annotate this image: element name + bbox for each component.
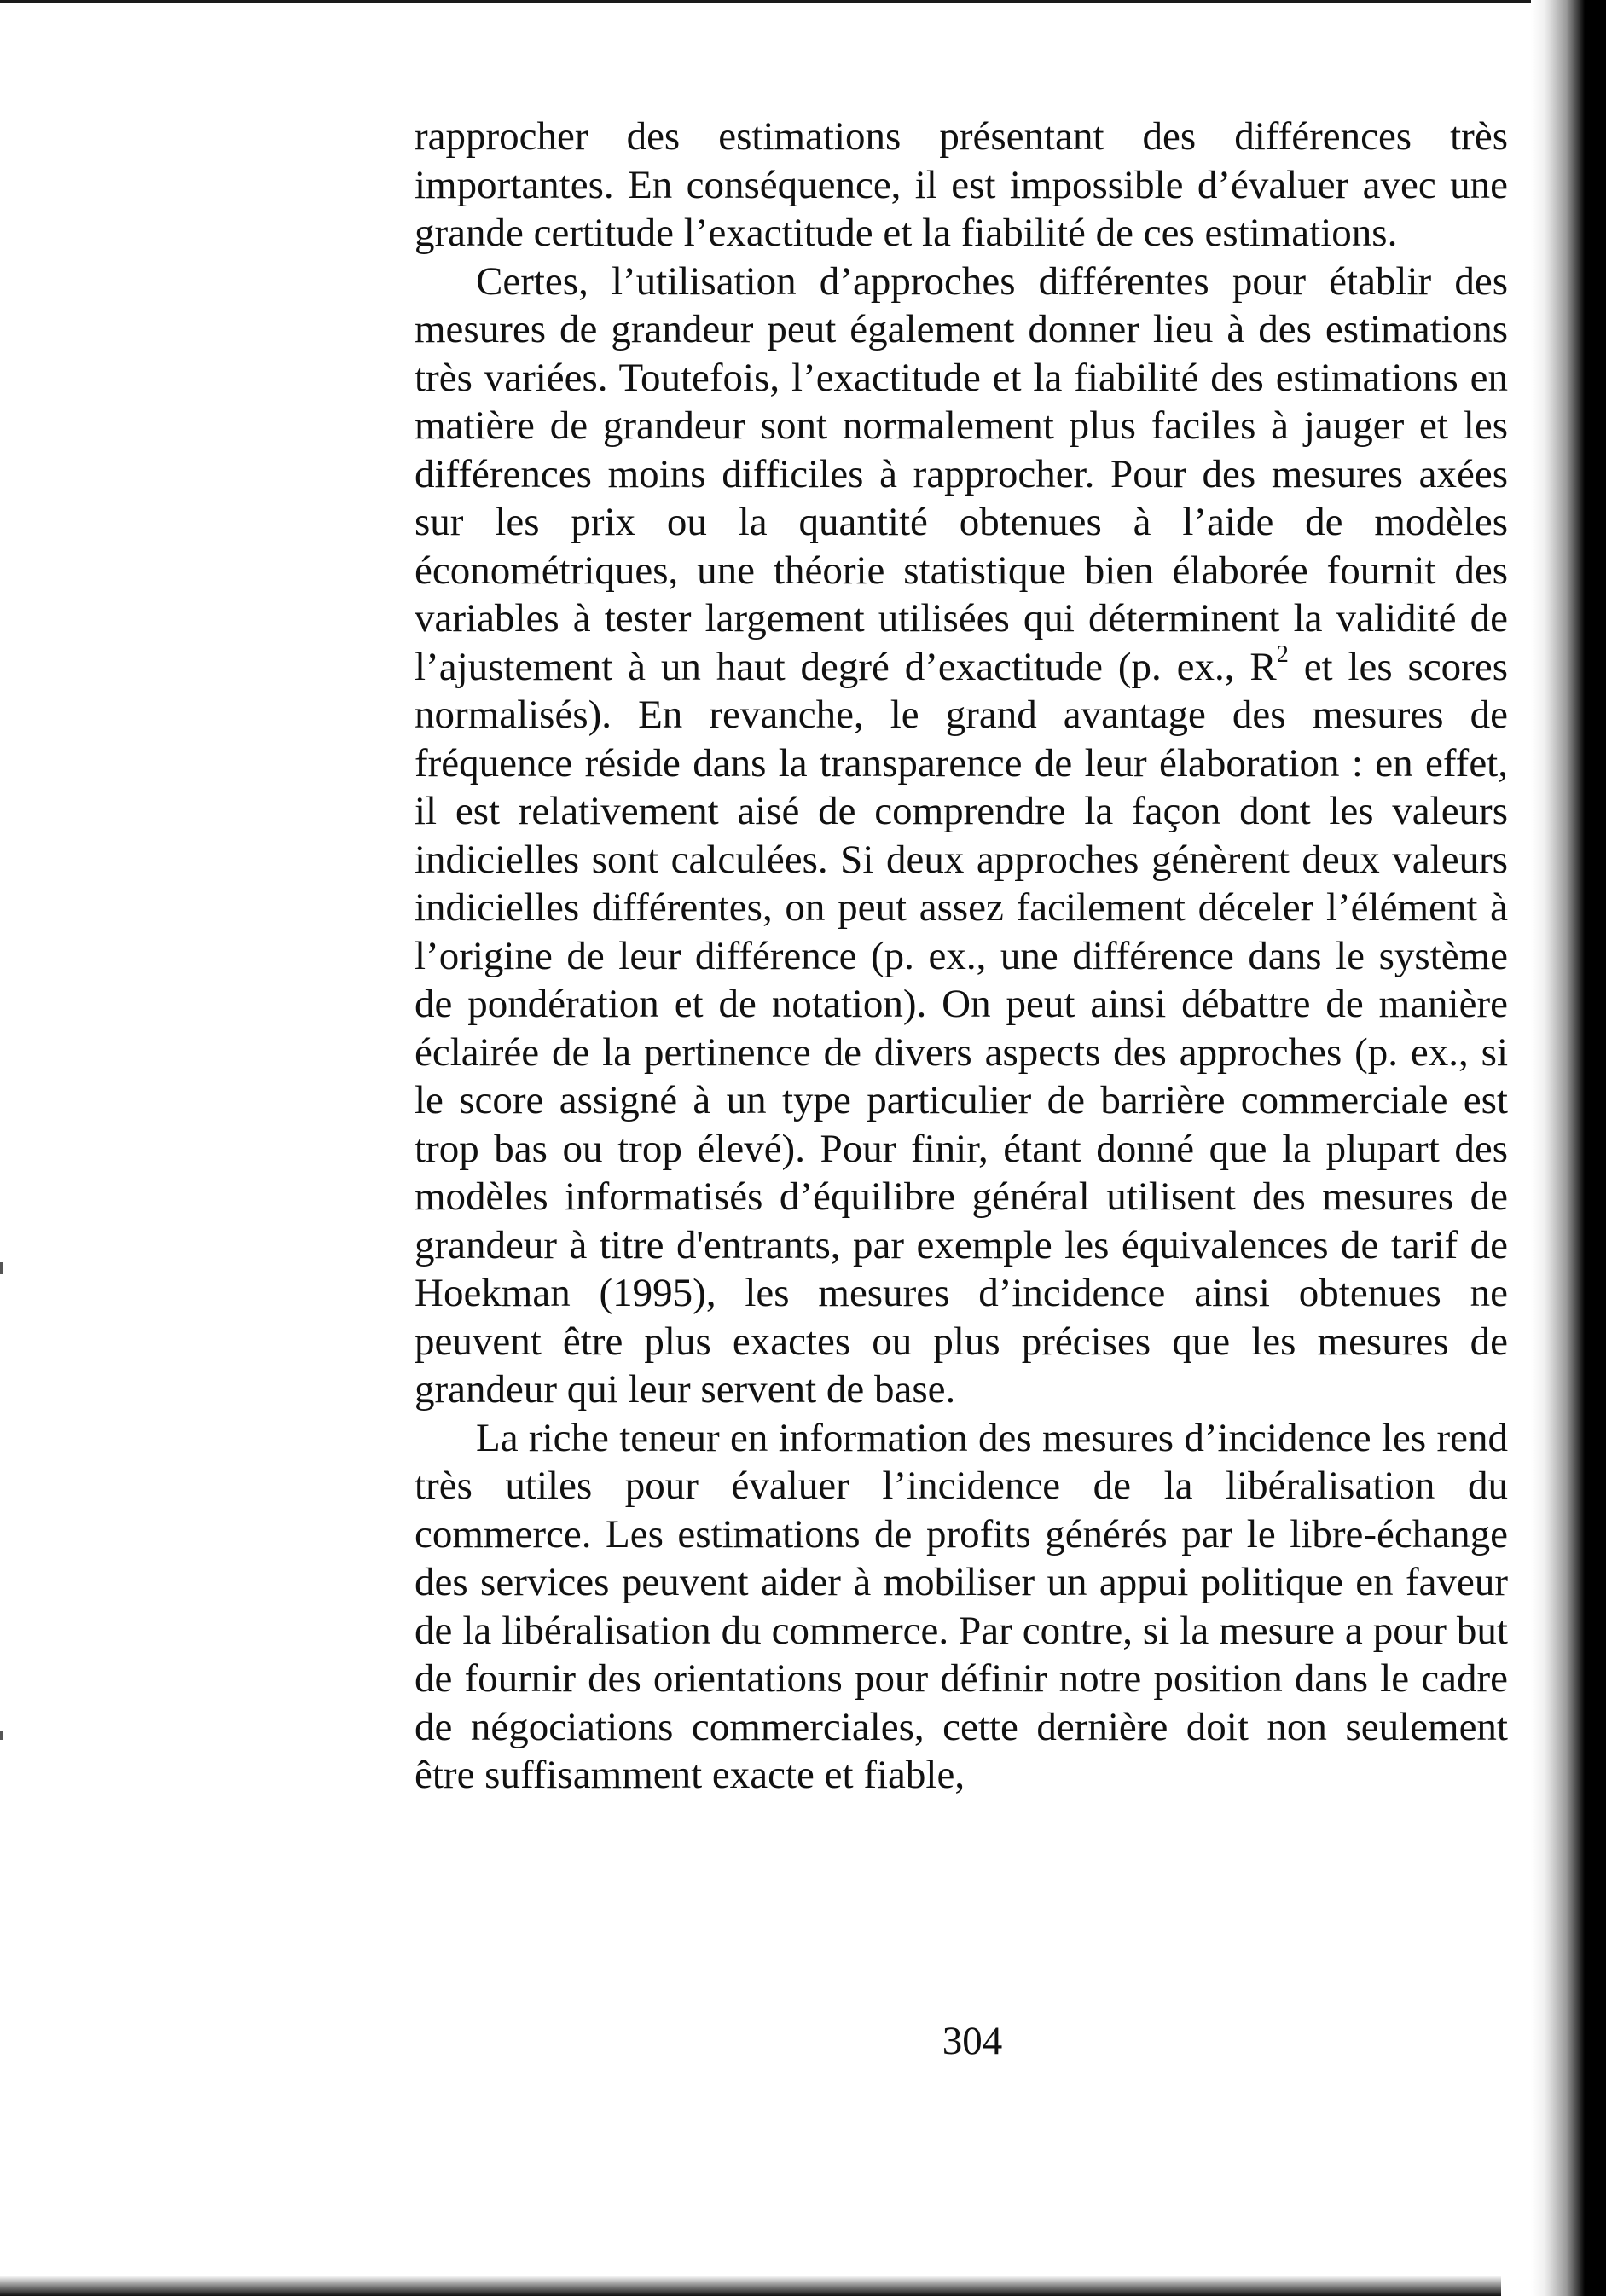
paragraph-text-continued: et les scores normalisés). En revanche, le grand avantage des mesures de fréquence réside dans la transparence de leur élaboration : en effet, il est relativement aisé de comprendre la façon dont les valeurs indicielles sont calculées. Si deux approches génèrent deux valeurs indicielles différentes, on peut assez facilement déceler l’élément à l’origine de leur différence (p. ex., une différence dans le système de pondération et de notation). On peut ainsi débattre de manière éclairée de la pertinence de divers aspects des approches (p. ex., si le score assigné à un type particulier de barrière commerciale est trop bas ou trop élevé). Pour finir, étant donné que la plupart des modèles informatisés d’équilibre général utilisent des mesures de grandeur à titre d'entrants, par exemple les équivalences de tarif de Hoekman (1995), les mesures d’incidence ainsi obtenues ne peuvent être plus exactes ou plus précises que les mesures de grandeur qui leur servent de base. <box>415 644 1508 1412</box>
paragraph-2 <box>415 258 1508 1414</box>
superscript: 2 <box>1276 641 1289 668</box>
page-number: 304 <box>942 2019 1003 2063</box>
paragraph-text: rapprocher des estimations présentant des différences très importantes. En conséquence, il est impossible d’évaluer avec une grande certitude l’exactitude et la fiabilité de ces estimations. <box>415 114 1508 255</box>
scan-bottom-shadow <box>0 2262 1501 2296</box>
page-binding-highlight <box>1531 0 1553 2296</box>
page-binding-edge <box>1553 0 1606 2296</box>
scan-margin-mark <box>0 1731 3 1740</box>
paragraph-1 <box>415 113 1508 258</box>
scan-margin-mark <box>0 1262 3 1274</box>
paragraph-text: Certes, l’utilisation d’approches différentes pour établir des mesures de grandeur peut également donner lieu à des estimations très variées. Toutefois, l’exactitude et la fiabilité des estimations en matière de grandeur sont normalement plus faciles à jauger et les différences moins difficiles à rapprocher. Pour des mesures axées sur les prix ou la quantité obtenues à l’aide de modèles économétriques, une théorie statistique bien élaborée fournit des variables à tester largement utilisées qui déterminent la validité de l’ajustement à un haut degré d’exactitude (p. ex., R <box>415 258 1508 689</box>
paragraph-3 <box>415 1414 1508 1800</box>
paragraph-text: La riche teneur en information des mesures d’incidence les rend très utiles pour évaluer l’incidence de la libéralisation du commerce. Les estimations de profits générés par le libre-échange des services peuvent aider à mobiliser un appui politique en faveur de la libéralisation du commerce. Par contre, si la mesure a pour but de fournir des orientations pour définir notre position dans le cadre de négociations commerciales, cette dernière doit non seulement être suffisamment exacte et fiable, <box>415 1415 1508 1797</box>
document-body <box>415 113 1508 1800</box>
scan-top-edge <box>0 0 1569 3</box>
